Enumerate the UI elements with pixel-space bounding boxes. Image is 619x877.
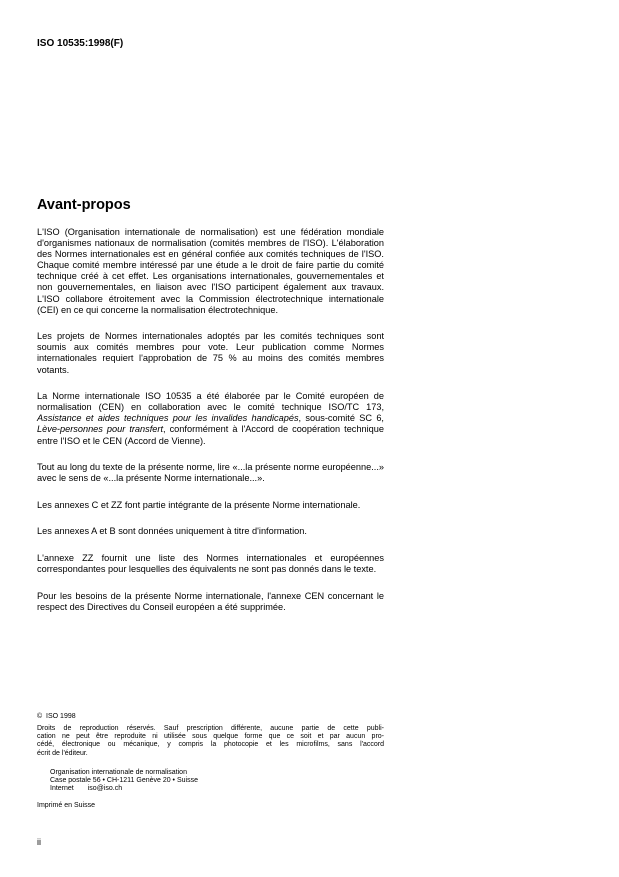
rights-line: cation ne peut être reproduite ni utilisée sous quelque forme que ce soit et par aucun pro- — [37, 733, 384, 741]
internet-label: Internet — [50, 785, 74, 793]
internet-contact — [50, 785, 384, 793]
foreword-body — [37, 227, 384, 628]
committee-title: Assistance et aides techniques pour les invalides handicapés — [37, 413, 299, 424]
foreword-paragraph-4: Tout au long du texte de la présente norme, lire «...la présente norme européenne...» avec le sens de «...la présente Norme internationale...». — [37, 462, 384, 484]
page-number: ii — [37, 837, 41, 847]
subcommittee-title: Lève-personnes pour transfert — [37, 424, 164, 435]
publisher-address — [37, 769, 384, 794]
foreword-paragraph-6: Les annexes A et B sont données uniquement à titre d'information. — [37, 526, 307, 537]
paragraph-3-text-2: , sous-comité SC 6, — [298, 413, 384, 424]
foreword-title: Avant-propos — [37, 197, 131, 213]
rights-line: écrit de l'éditeur. — [37, 749, 88, 757]
copyright-notice: © ISO 1998 — [37, 713, 76, 720]
foreword-paragraph-2: Les projets de Normes internationales adoptés par les comités techniques sont soumis aux comités membres pour vote. Leur publication comme Normes internationales requiert l'approbation de 75 % au moins des comités membres votants. — [37, 331, 384, 375]
foreword-paragraph-5: Les annexes C et ZZ font partie intégrante de la présente Norme internationale. — [37, 499, 361, 510]
printed-in: Imprimé en Suisse — [37, 802, 95, 809]
reproduction-rights — [37, 725, 384, 758]
document-identifier: ISO 10535:1998(F) — [37, 38, 124, 49]
rights-line: cédé, électronique ou mécanique, y compris la photocopie et les microfilms, sans l'accord — [37, 741, 384, 749]
foreword-paragraph-8: Pour les besoins de la présente Norme internationale, l'annexe CEN concernant le respect des Directives du Conseil européen a été supprimée. — [37, 590, 384, 612]
rights-line: Droits de reproduction réservés. Sauf prescription différente, aucune partie de cette publi- — [37, 725, 384, 732]
organisation-name: Organisation internationale de normalisation — [50, 769, 187, 776]
paragraph-3-text-3: , conformément à l'Accord de coopération technique entre l'ISO et le CEN (Accord de Vienne). — [37, 424, 384, 446]
foreword-paragraph-3 — [37, 391, 384, 446]
foreword-paragraph-1: L'ISO (Organisation internationale de normalisation) est une fédération mondiale d'organismes nationaux de normalisation (comités membres de l'ISO). L'élaboration des Normes internationales est en général confiée aux comités techniques de l'ISO. Chaque comité membre intéressé par une étude a le droit de faire partie du comité technique créé à cet effet. Les organisations internationales, gouvernementales et non gouvernementales, en liaison avec l'ISO participent également aux travaux. L'ISO collabore étroitement avec la Commission électrotechnique internationale (CEI) en ce qui concerne la normalisation électrotechnique. — [37, 227, 384, 315]
postal-address: Case postale 56 • CH-1211 Genève 20 • Suisse — [50, 777, 198, 785]
internet-email: iso@iso.ch — [87, 785, 123, 793]
foreword-paragraph-7: L'annexe ZZ fournit une liste des Normes internationales et européennes correspondantes pour lesquelles des équivalents ne sont pas donnés dans le texte. — [37, 552, 384, 575]
paragraph-3-text-1: La Norme internationale ISO 10535 a été élaborée par le Comité européen de normalisation (CEN) en collaboration avec le comité technique ISO/TC 173, — [37, 391, 384, 413]
